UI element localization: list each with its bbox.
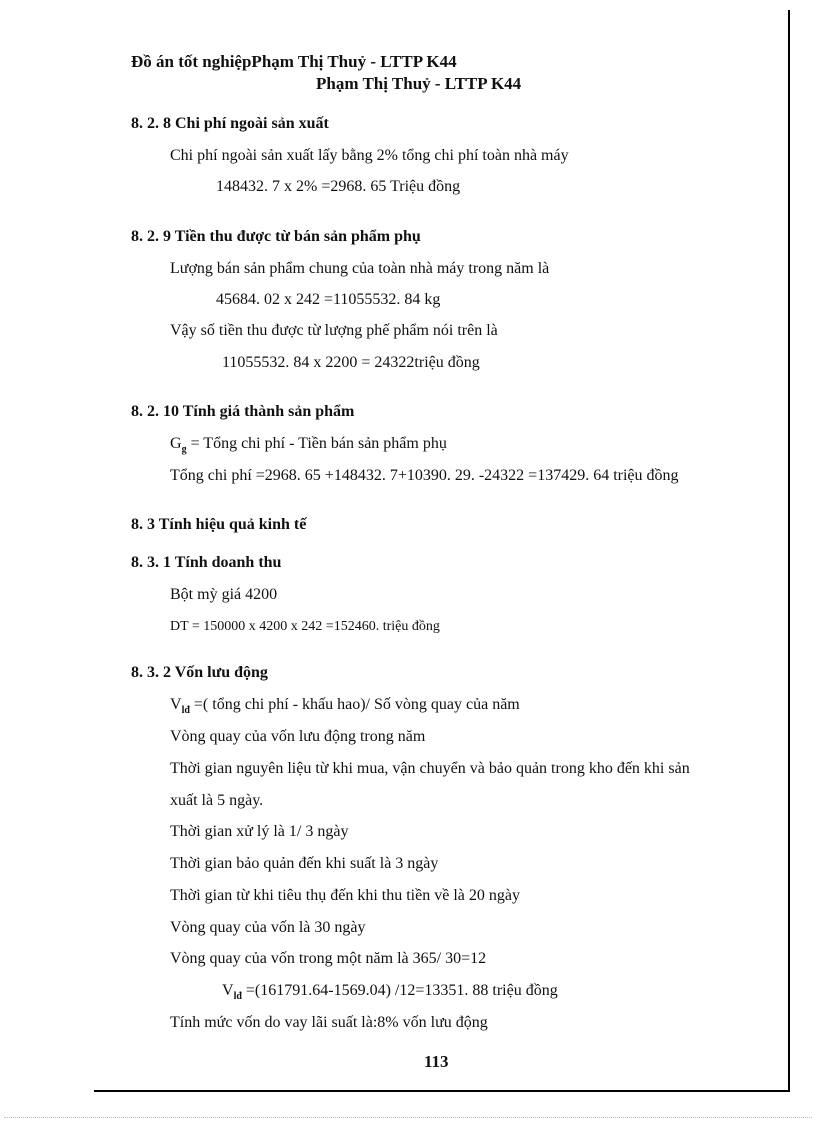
formula-text: = Tổng chi phí - Tiền bán sản phẩm phụ [186, 435, 447, 452]
formula-line-gg [170, 435, 447, 455]
page-number: 113 [424, 1052, 449, 1071]
paragraph-line: Vậy số tiền thu được từ lượng phế phẩm nói trên là [170, 322, 498, 339]
paragraph-line: xuất là 5 ngày. [170, 792, 264, 809]
formula-line-vld [170, 696, 520, 716]
formula-line: 45684. 02 x 242 =11055532. 84 kg [216, 291, 441, 308]
running-header-line-1: Đồ án tốt nghiệpPhạm Thị Thuỷ - LTTP K44 [131, 52, 457, 71]
section-heading-8-2-8: 8. 2. 8 Chi phí ngoài sản xuất [131, 115, 329, 132]
section-heading-8-3: 8. 3 Tính hiệu quả kinh tế [131, 516, 307, 533]
formula-line: 11055532. 84 x 2200 = 24322triệu đồng [222, 354, 480, 371]
paragraph-line: Thời gian nguyên liệu từ khi mua, vận chuyển và bảo quản trong kho đến khi sản [170, 760, 690, 777]
section-heading-8-3-1: 8. 3. 1 Tính doanh thu [131, 554, 282, 571]
section-heading-8-3-2: 8. 3. 2 Vốn lưu động [131, 664, 268, 681]
paragraph-line: Tính mức vốn do vay lãi suất là:8% vốn lưu động [170, 1014, 488, 1031]
paragraph-line: Lượng bán sản phẩm chung của toàn nhà máy trong năm là [170, 260, 550, 277]
formula-text: =( tổng chi phí - khấu hao)/ Số vòng quay của năm [189, 696, 520, 713]
paragraph-line: Tổng chi phí =2968. 65 +148432. 7+10390. 29. -24322 =137429. 64 triệu đồng [170, 467, 679, 484]
section-heading-8-2-9: 8. 2. 9 Tiền thu được từ bán sản phẩm phụ [131, 228, 421, 245]
formula-line: DT = 150000 x 4200 x 242 =152460. triệu đồng [170, 619, 440, 634]
paragraph-line: Thời gian bảo quản đến khi suất là 3 ngày [170, 855, 439, 872]
section-heading-8-2-10: 8. 2. 10 Tính giá thành sản phẩm [131, 403, 355, 420]
subscript-ld: lđ [233, 991, 242, 1002]
paragraph-line: Bột mỳ giá 4200 [170, 586, 278, 603]
paragraph-line: Thời gian từ khi tiêu thụ đến khi thu tiền về là 20 ngày [170, 887, 520, 904]
symbol-g: G [170, 435, 182, 452]
symbol-v: V [170, 696, 182, 713]
page-edge-dotted-line [4, 1117, 812, 1118]
paragraph-line: Thời gian xử lý là 1/ 3 ngày [170, 823, 349, 840]
paragraph-line: Vòng quay của vốn trong một năm là 365/ 30=12 [170, 950, 487, 967]
symbol-v: V [222, 982, 234, 999]
paragraph-line: Chi phí ngoài sản xuất lấy bằng 2% tổng chi phí toàn nhà máy [170, 147, 569, 164]
paragraph-line: Vòng quay của vốn lưu động trong năm [170, 728, 426, 745]
paragraph-line: Vòng quay của vốn là 30 ngày [170, 919, 366, 936]
formula-line: 148432. 7 x 2% =2968. 65 Triệu đồng [216, 178, 461, 195]
formula-text: =(161791.64-1569.04) /12=13351. 88 triệu đồng [241, 982, 558, 999]
running-header-line-2: Phạm Thị Thuỷ - LTTP K44 [316, 74, 522, 93]
formula-line-vld-value [222, 982, 558, 1002]
subscript-ld: lđ [181, 705, 190, 716]
subscript-g: g [181, 444, 187, 455]
